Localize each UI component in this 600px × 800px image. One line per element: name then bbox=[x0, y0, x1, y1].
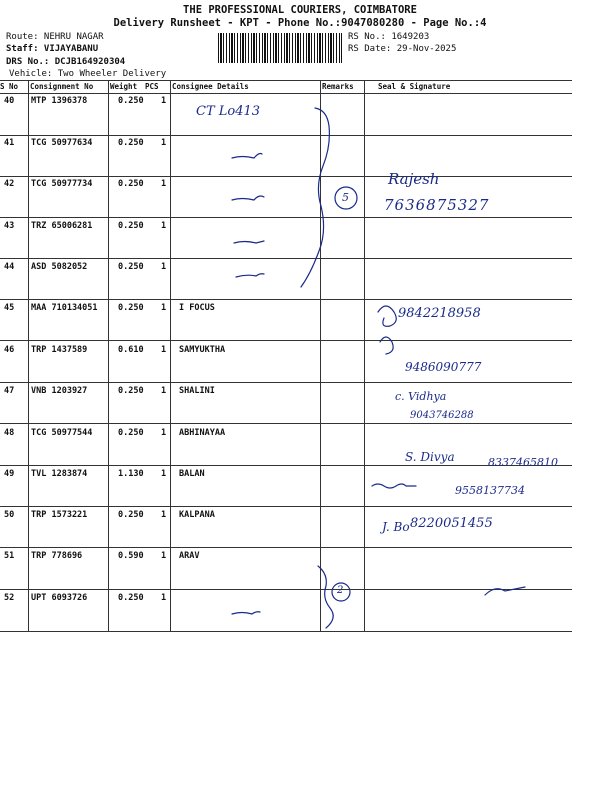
phone-number: 9043746288 bbox=[410, 410, 474, 421]
row-consignment: MAA 710134051 bbox=[31, 303, 98, 313]
row-weight: 0.250 bbox=[118, 428, 144, 438]
circled-count: 5 bbox=[342, 191, 349, 204]
signature-name: S. Divya bbox=[405, 450, 455, 464]
row-consignment: TRP 1573221 bbox=[31, 510, 88, 520]
row-weight: 0.250 bbox=[118, 303, 144, 313]
row-pcs: 1 bbox=[161, 96, 167, 106]
row-sno: 43 bbox=[4, 221, 15, 231]
row-consignment: UPT 6093726 bbox=[31, 593, 88, 603]
row-pcs: 1 bbox=[161, 262, 167, 272]
row-pcs: 1 bbox=[161, 469, 167, 479]
handwritten-note: CT Lo413 bbox=[196, 104, 261, 119]
rs-date: RS Date: 29-Nov-2025 bbox=[348, 44, 457, 54]
phone-number: 9486090777 bbox=[405, 360, 482, 374]
signature-name: c. Vidhya bbox=[395, 390, 447, 403]
row-consignment: TCG 50977634 bbox=[31, 138, 93, 148]
row-consignment: TCG 50977734 bbox=[31, 179, 93, 189]
row-sno: 47 bbox=[4, 386, 15, 396]
page-subtitle: Delivery Runsheet - KPT - Phone No.:9047080280 - Page No.:4 bbox=[113, 17, 487, 29]
row-weight: 1.130 bbox=[118, 469, 144, 479]
row-pcs: 1 bbox=[161, 428, 167, 438]
row-sno: 45 bbox=[4, 303, 15, 313]
circled-count: 2 bbox=[337, 585, 344, 596]
row-pcs: 1 bbox=[161, 593, 167, 603]
phone-number: 8337465810 bbox=[488, 456, 558, 469]
col-header-consignee: Consignee Details bbox=[172, 82, 249, 91]
signature-stroke bbox=[378, 306, 396, 326]
row-weight: 0.610 bbox=[118, 345, 144, 355]
row-consignment: TRP 778696 bbox=[31, 551, 83, 561]
row-consignment: ASD 5082052 bbox=[31, 262, 88, 272]
row-sno: 40 bbox=[4, 96, 15, 106]
row-consignee: ABHINAYAA bbox=[179, 428, 226, 438]
row-pcs: 1 bbox=[161, 221, 167, 231]
row-weight: 0.250 bbox=[118, 179, 144, 189]
phone-number: 7636875327 bbox=[384, 196, 490, 214]
row-sno: 46 bbox=[4, 345, 15, 355]
ditto-mark bbox=[236, 274, 264, 277]
page-title: THE PROFESSIONAL COURIERS, COIMBATORE bbox=[183, 4, 417, 16]
ditto-mark bbox=[232, 196, 264, 200]
brace-stroke bbox=[301, 108, 329, 287]
signature-name: J. Bo bbox=[382, 520, 410, 534]
signature-name: Rajesh bbox=[388, 170, 440, 188]
row-weight: 0.250 bbox=[118, 593, 144, 603]
ditto-mark bbox=[232, 154, 262, 159]
col-header-consignment: Consignment No bbox=[30, 82, 94, 91]
row-consignment: TRP 1437589 bbox=[31, 345, 88, 355]
row-weight: 0.250 bbox=[118, 510, 144, 520]
ditto-mark bbox=[232, 612, 260, 614]
row-pcs: 1 bbox=[161, 138, 167, 148]
row-consignee: KALPANA bbox=[179, 510, 215, 520]
row-weight: 0.250 bbox=[118, 386, 144, 396]
col-header-remarks: Remarks bbox=[322, 82, 354, 91]
row-weight: 0.250 bbox=[118, 262, 144, 272]
phone-number: 9842218958 bbox=[398, 306, 481, 321]
row-consignment: TCG 50977544 bbox=[31, 428, 93, 438]
row-pcs: 1 bbox=[161, 551, 167, 561]
row-sno: 48 bbox=[4, 428, 15, 438]
row-consignment: TRZ 65006281 bbox=[31, 221, 93, 231]
row-weight: 0.250 bbox=[118, 138, 144, 148]
row-consignment: TVL 1283874 bbox=[31, 469, 88, 479]
row-pcs: 1 bbox=[161, 303, 167, 313]
row-sno: 44 bbox=[4, 262, 15, 272]
row-pcs: 1 bbox=[161, 345, 167, 355]
row-pcs: 1 bbox=[161, 386, 167, 396]
col-header-weight: Weight bbox=[110, 82, 138, 91]
col-header-sno: S No bbox=[0, 82, 19, 91]
row-weight: 0.250 bbox=[118, 96, 144, 106]
col-header-pcs: PCS bbox=[145, 82, 159, 91]
row-weight: 0.250 bbox=[118, 221, 144, 231]
row-weight: 0.590 bbox=[118, 551, 144, 561]
signature-stroke bbox=[380, 337, 393, 354]
signature-stroke bbox=[372, 484, 416, 488]
phone-number: 9558137734 bbox=[455, 484, 525, 497]
row-sno: 50 bbox=[4, 510, 15, 520]
row-pcs: 1 bbox=[161, 179, 167, 189]
brace-stroke bbox=[318, 566, 333, 628]
row-sno: 52 bbox=[4, 593, 15, 603]
col-header-seal: Seal & Signature bbox=[378, 82, 451, 91]
row-sno: 42 bbox=[4, 179, 15, 189]
staff-label: Staff: VIJAYABANU bbox=[6, 44, 99, 54]
signature-stroke bbox=[485, 587, 525, 595]
row-consignee: SHALINI bbox=[179, 386, 215, 396]
ditto-mark bbox=[234, 241, 264, 243]
row-sno: 51 bbox=[4, 551, 15, 561]
phone-number: 8220051455 bbox=[410, 516, 493, 531]
rs-number: RS No.: 1649203 bbox=[348, 32, 430, 42]
row-consignment: VNB 1203927 bbox=[31, 386, 88, 396]
route-label: Route: NEHRU NAGAR bbox=[6, 32, 104, 42]
vehicle-label: Vehicle: Two Wheeler Delivery bbox=[9, 69, 167, 79]
row-consignee: I FOCUS bbox=[179, 303, 215, 313]
row-consignee: ARAV bbox=[179, 551, 200, 561]
row-sno: 49 bbox=[4, 469, 15, 479]
row-sno: 41 bbox=[4, 138, 15, 148]
drs-label: DRS No.: DCJB164920304 bbox=[6, 57, 126, 67]
row-consignee: BALAN bbox=[179, 469, 205, 479]
row-consignment: MTP 1396378 bbox=[31, 96, 88, 106]
row-pcs: 1 bbox=[161, 510, 167, 520]
row-consignee: SAMYUKTHA bbox=[179, 345, 226, 355]
